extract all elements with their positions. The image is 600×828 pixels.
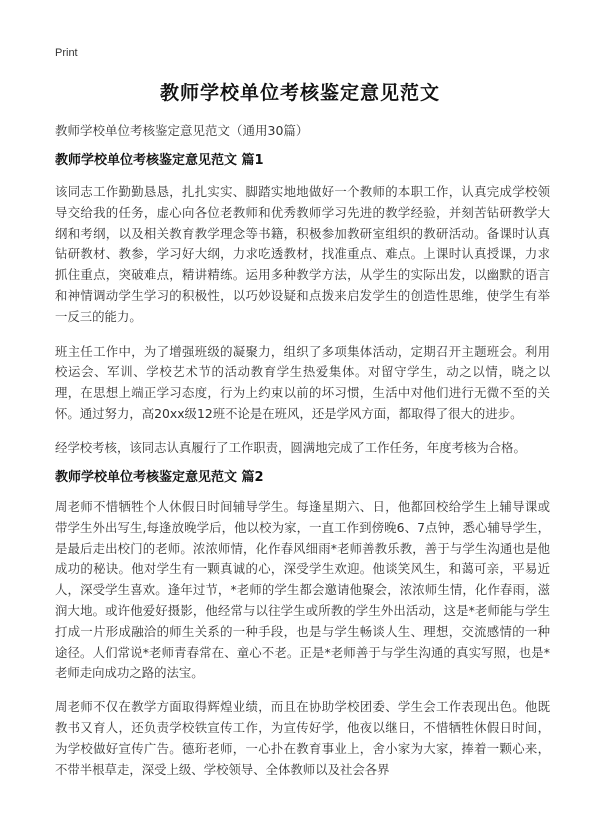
section-2 bbox=[55, 466, 550, 780]
paragraph: 周老师不仅在教学方面取得辉煌业绩，而且在协助学校团委、学生会工作表现出色。他既教书又育人，还负责学校铁宣传工作，为宣传好学，他夜以继日，不惜牺牲休假日时间，为学校做好宣传广告。德珩老师，一心扑在教育事业上，舍小家为大家，捧着一颗心来，不带半根草走，深受上级、学校领导、全体教师以及社会各界 bbox=[55, 699, 550, 777]
document-subtitle: 教师学校单位考核鉴定意见范文（通用30篇） bbox=[55, 123, 309, 138]
section-heading: 教师学校单位考核鉴定意见范文 篇2 bbox=[55, 470, 264, 485]
section-heading: 教师学校单位考核鉴定意见范文 篇1 bbox=[55, 153, 264, 168]
paragraph: 班主任工作中，为了增强班级的凝聚力，组织了多项集体活动，定期召开主题班会。利用校运会、军训、学校艺术节的活动教育学生热爱集体。对留守学生，动之以情，晓之以理，在思想上端正学习态度，行为上约束以前的坏习惯，生活中对他们进行无微不至的关怀。通过努力，高20xx级12班不论是在班风，还是学风方面，都取得了很大的进步。 bbox=[55, 343, 550, 421]
paragraph: 周老师不惜牺牲个人休假日时间辅导学生。每逢星期六、日，他都回校给学生上辅导课或带学生外出写生,每逢放晚学后，他以校为家，一直工作到傍晚6、7点钟，悉心辅导学生，是最后走出校门的老师。浓浓师情，化作春风细雨*老师善教乐教，善于与学生沟通也是他成功的秘诀。他对学生有一颗真诚的心，深受学生欢迎。他谈笑风生，和蔼可亲，平易近人，深受学生喜欢。逢年过节，*老师的学生都会邀请他聚会，浓浓师生情，化作春雨，滋润大地。或许他爱好摄影，他经常与以往学生或所教的学生外出活动，这是*老师能与学生打成一片形成融洽的师生关系的一种手段，也是与学生畅谈人生、理想，交流感情的一种途径。人们常说*老师青春常在、童心不老。正是*老师善于与学生沟通的真实写照，也是*老师走向成功之路的法宝。 bbox=[55, 499, 550, 681]
page-title: 教师学校单位考核鉴定意见范文 bbox=[159, 82, 440, 104]
paragraph: 经学校考核，该同志认真履行了工作职责，圆满地完成了工作任务，年度考核为合格。 bbox=[55, 439, 526, 455]
paragraph: 该同志工作勤勤恳恳，扎扎实实、脚踏实地地做好一个教师的本职工作，认真完成学校领导交给我的任务，虚心向各位老教师和优秀教师学习先进的教学经验，并刻苦钻研教学大纲和考纲，以及相关教育教学理念等书籍，积极参加教研室组织的教研活动。备课时认真钻研教材、教参，学习好大纲，力求吃透教材，找准重点、难点。上课时认真授课，力求抓住重点，突破难点，精讲精练。运用多种教学方法，从学生的实际出发，以幽默的语言和神情调动学生学习的积极性，以巧妙设疑和点拨来启发学生的创造性思维，使学生有举一反三的能力。 bbox=[55, 184, 550, 324]
print-link[interactable]: Print bbox=[55, 47, 78, 59]
section-1 bbox=[55, 149, 550, 459]
